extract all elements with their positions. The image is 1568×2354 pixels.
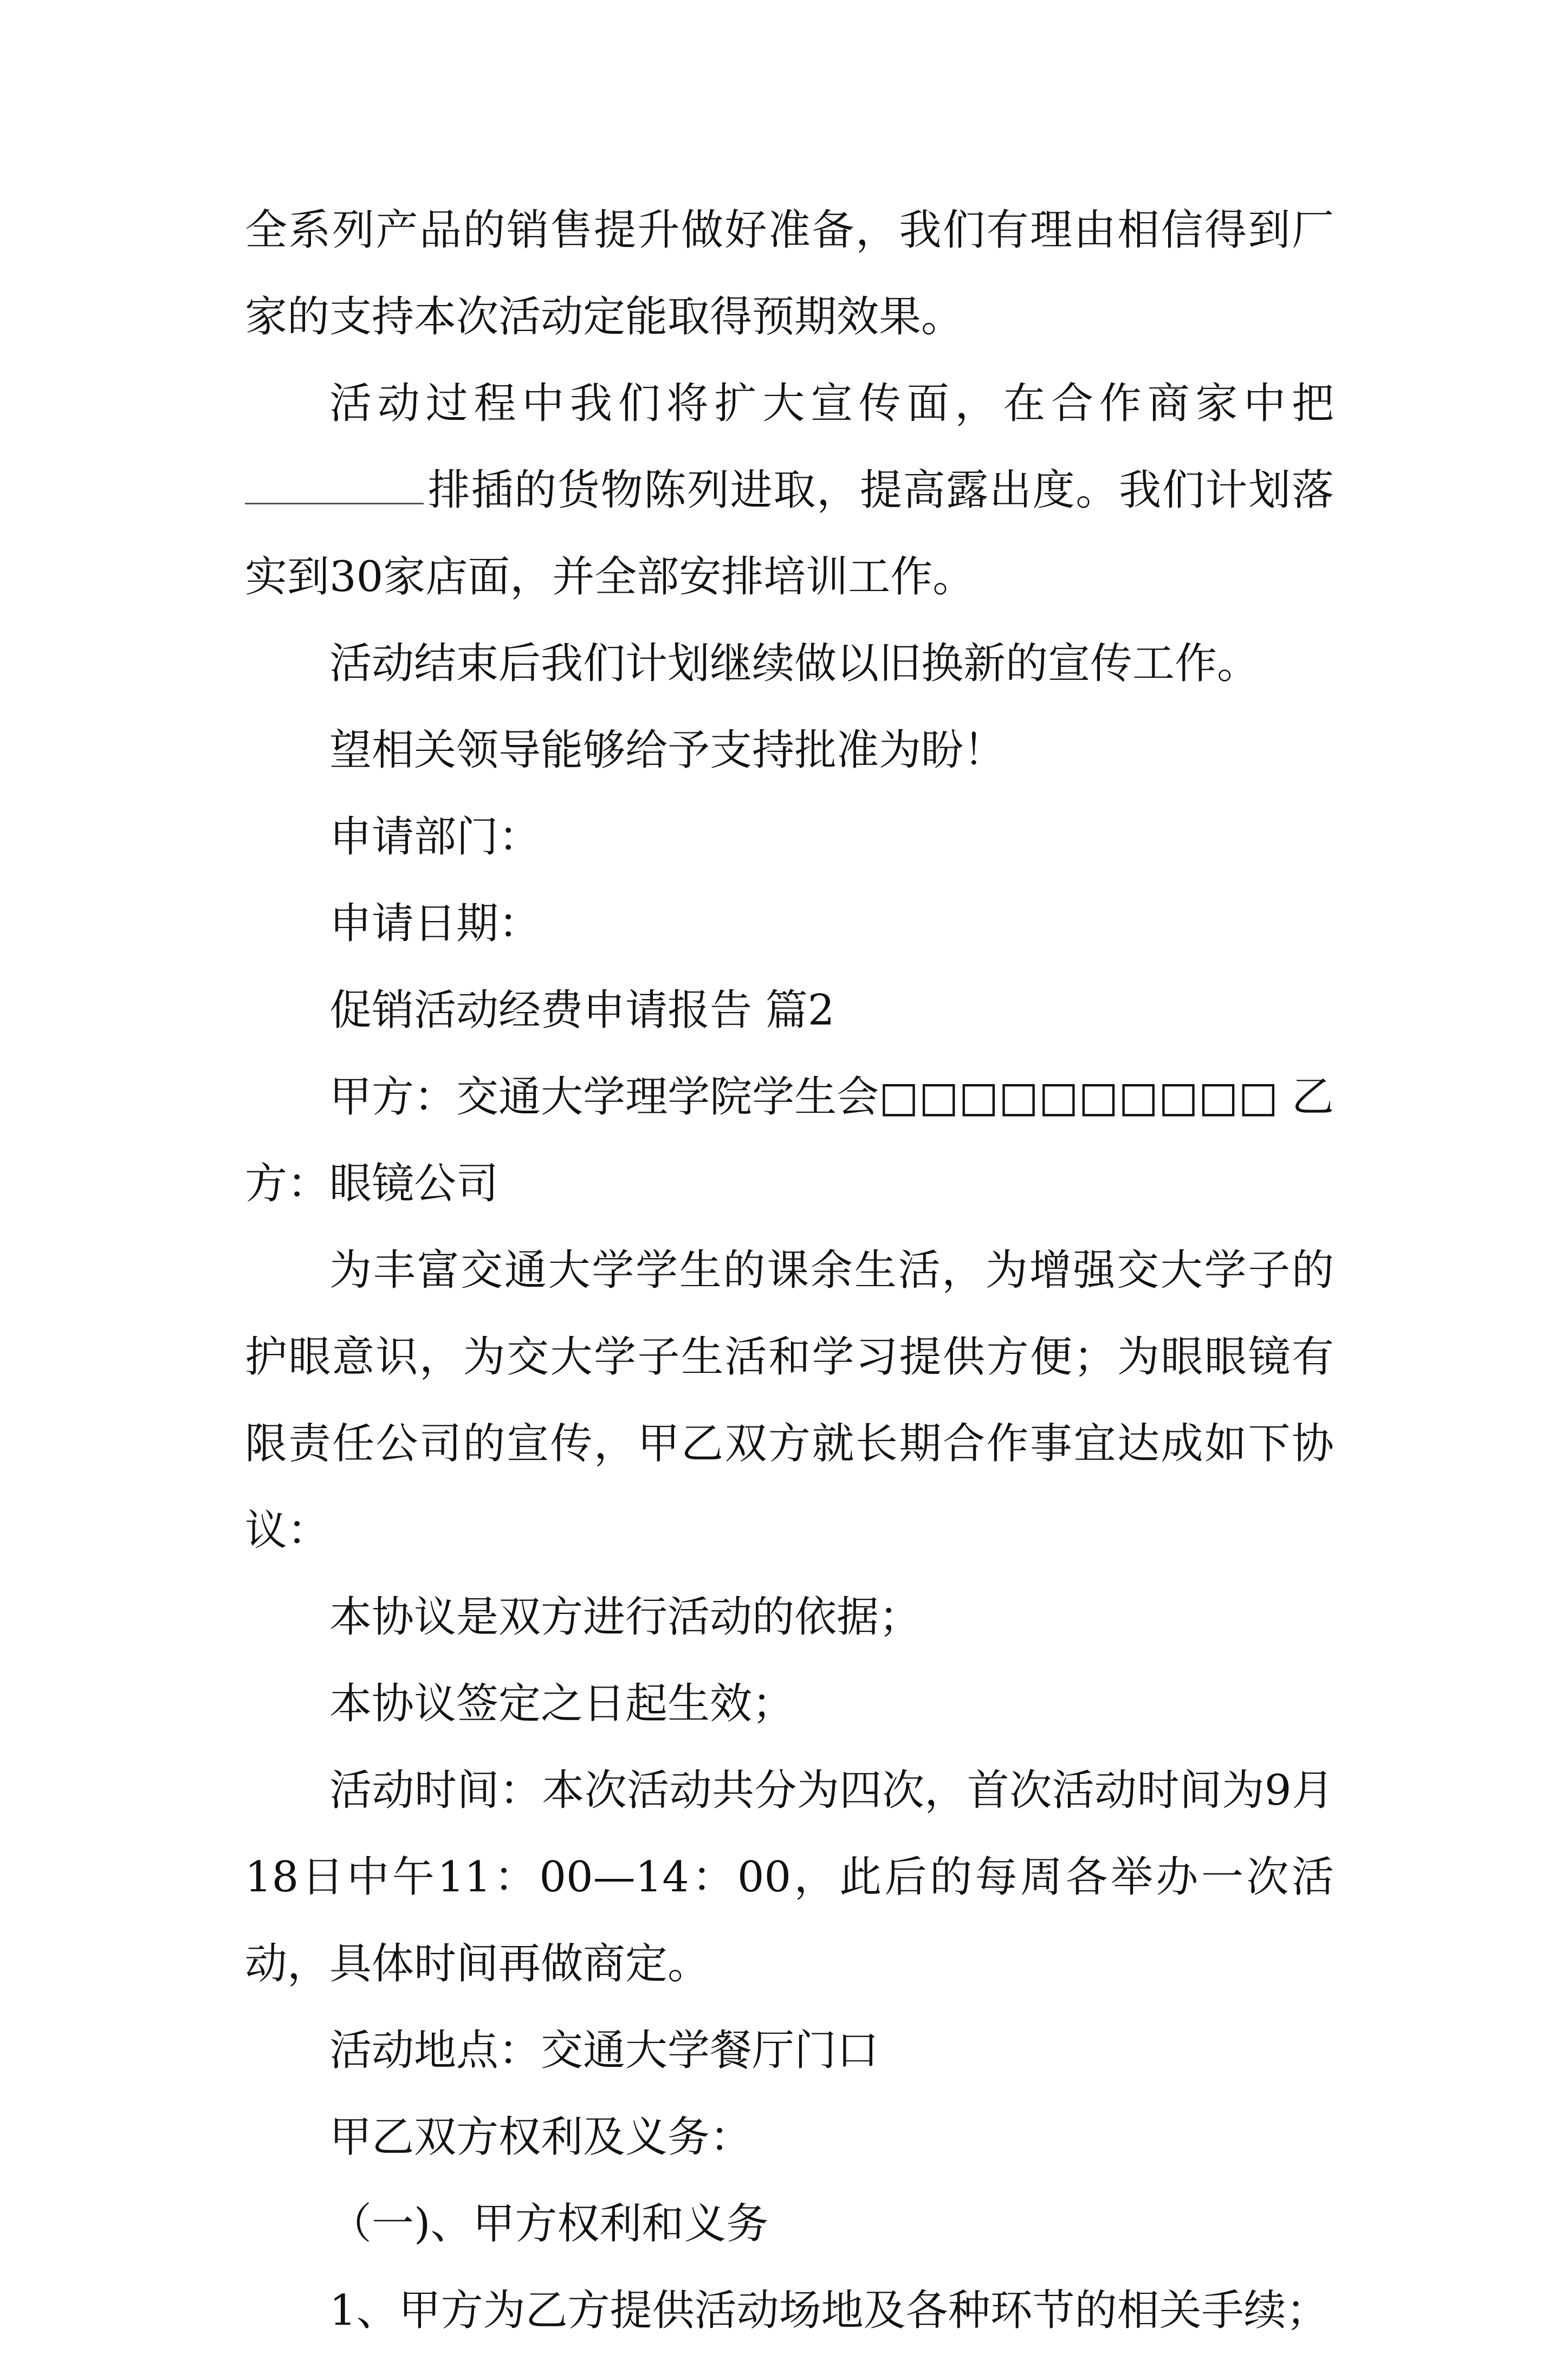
- field-date: 申请日期：: [329, 899, 541, 948]
- blank-underline: [245, 461, 424, 504]
- paragraph-continuation: 全系列产品的销售提升做好准备，我们有理由相信得到厂家的支持本次活动定能取得预期效果。: [245, 206, 1334, 341]
- clause-time: 活动时间：本次活动共分为四次，首次活动时间为9月18日中午11：00—14：00，此后的每周各举办一次活动，具体时间再做商定。: [245, 1766, 1334, 1988]
- paragraph-publicity-part2: 排插的货物陈列进取，提高露出度。我们计划落实到30家店面，并全部安排培训工作。: [245, 466, 1334, 601]
- paragraph-publicity: [245, 360, 1334, 620]
- subheading-party-a: （一)、甲方权利和义务: [329, 2200, 769, 2248]
- item-party-a-1: 1、甲方为乙方提供活动场地及各种环节的相关手续；: [329, 2286, 1329, 2335]
- paragraph-followup: 活动结束后我们计划继续做以旧换新的宣传工作。: [329, 639, 1260, 688]
- clause-rights-heading: 甲乙双方权利及义务：: [329, 2113, 753, 2162]
- section-title: 促销活动经费申请报告 篇2: [329, 986, 835, 1035]
- paragraph-purpose: 为丰富交通大学学生的课余生活，为增强交大学子的护眼意识，为交大学子生活和学习提供方便；为眼眼镜有限责任公司的宣传，甲乙双方就长期合作事宜达成如下协议：: [245, 1246, 1334, 1555]
- clause-location: 活动地点：交通大学餐厅门口: [329, 2026, 879, 2075]
- document-body: [245, 187, 1334, 2354]
- paragraph-publicity-part1: 活动过程中我们将扩大宣传面，在合作商家中把: [329, 379, 1334, 428]
- paragraph-request: 望相关领导能够给予支持批准为盼！: [329, 726, 1006, 775]
- field-department: 申请部门：: [329, 813, 541, 861]
- clause-basis: 本协议是双方进行活动的依据；: [329, 1593, 922, 1642]
- clause-effective: 本协议签定之日起生效；: [329, 1679, 795, 1728]
- parties-line: 甲方：交通大学理学院学生会□□□□□□□□□□ 乙方：眼镜公司: [245, 1073, 1334, 1208]
